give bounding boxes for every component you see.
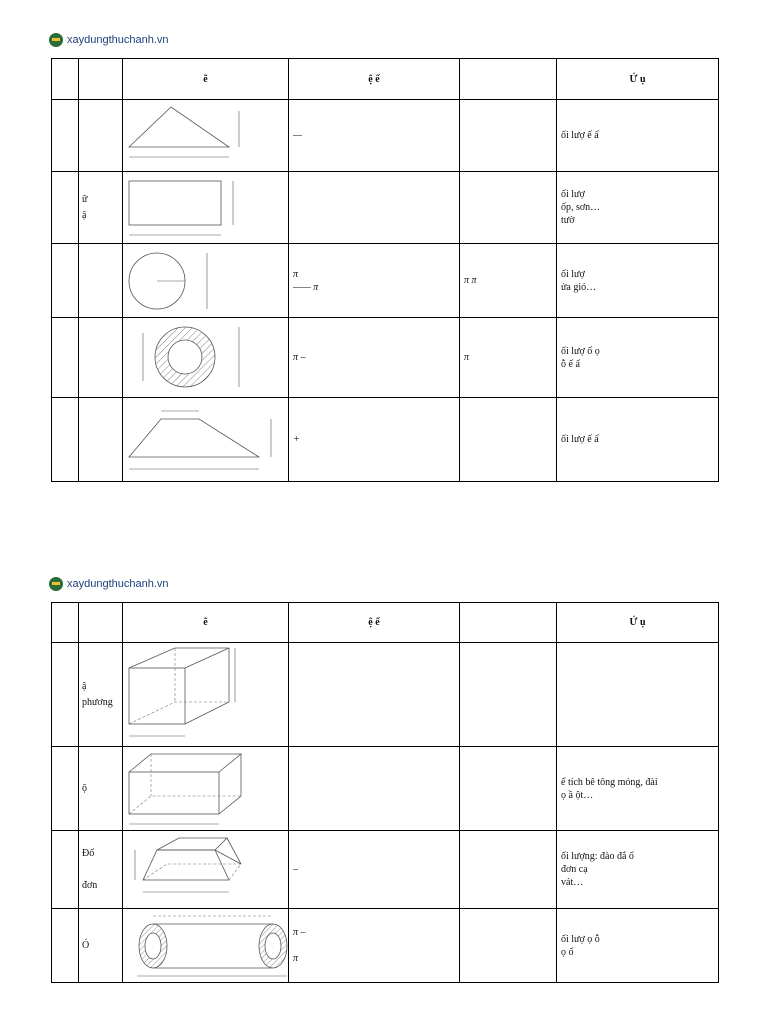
drawing-cell — [123, 244, 289, 318]
table-header — [52, 603, 719, 643]
logo-text: xaydungthuchanh.vn — [67, 578, 169, 590]
application-cell: ối lượ ọ ỗ ọ ố — [557, 909, 719, 983]
site-logo[interactable] — [49, 577, 169, 591]
formula-cell — [289, 643, 460, 747]
shape-name: Ó — [79, 909, 123, 983]
circle-drawing — [123, 245, 289, 317]
header-cell: ệ ể — [289, 59, 460, 100]
table-header — [52, 59, 719, 100]
cube-drawing — [123, 644, 289, 746]
formula-cell — [460, 398, 557, 482]
frustum-drawing — [123, 832, 289, 908]
formula-cell: π – — [289, 318, 460, 398]
shape-name — [79, 100, 123, 172]
ring-drawing — [123, 319, 289, 397]
header-cell — [52, 603, 79, 643]
rectangle-drawing — [123, 173, 289, 243]
drawing-cell — [123, 747, 289, 831]
header-cell: ẽ — [123, 603, 289, 643]
drawing-cell — [123, 909, 289, 983]
application-cell: ể tích bê tông móng, đài ọ ầ ột… — [557, 747, 719, 831]
globe-icon — [49, 33, 63, 47]
table-row — [52, 643, 719, 747]
formula-cell: π —— π — [289, 244, 460, 318]
formula-cell — [460, 172, 557, 244]
shape-name: ộ — [79, 747, 123, 831]
table-row — [52, 100, 719, 172]
logo-text: xaydungthuchanh.vn — [67, 34, 169, 46]
drawing-cell — [123, 172, 289, 244]
drawing-cell — [123, 831, 289, 909]
shape-name: Đố đơn — [79, 831, 123, 909]
formula-cell — [460, 747, 557, 831]
table-row — [52, 244, 719, 318]
site-logo[interactable] — [49, 33, 169, 47]
pipe-drawing — [123, 910, 289, 982]
formula-cell: – — [289, 831, 460, 909]
formula-cell — [460, 100, 557, 172]
formula-cell: — — [289, 100, 460, 172]
table-row — [52, 172, 719, 244]
header-cell — [460, 603, 557, 643]
shape-name — [79, 318, 123, 398]
table-row — [52, 398, 719, 482]
formula-cell — [460, 643, 557, 747]
drawing-cell — [123, 100, 289, 172]
application-cell: ối lượ ửa gió… — [557, 244, 719, 318]
shape-name: ậ phương — [79, 643, 123, 747]
header-cell — [79, 59, 123, 100]
formula-cell: π π — [460, 244, 557, 318]
shape-name: ữ ậ — [79, 172, 123, 244]
table-row — [52, 909, 719, 983]
formula-cell: π – π — [289, 909, 460, 983]
formula-cell: π — [460, 318, 557, 398]
application-cell: ối lượ ốp, sơn… tườ — [557, 172, 719, 244]
application-cell: ối lượng: đào đắ ố đơn cạ vát… — [557, 831, 719, 909]
formula-cell — [460, 909, 557, 983]
drawing-cell — [123, 643, 289, 747]
header-cell — [79, 603, 123, 643]
formula-cell — [460, 831, 557, 909]
table-row — [52, 318, 719, 398]
header-cell: Ứ ụ — [557, 59, 719, 100]
trapezoid-drawing — [123, 399, 289, 481]
formula-cell — [289, 172, 460, 244]
globe-icon — [49, 577, 63, 591]
header-cell: Ứ ụ — [557, 603, 719, 643]
application-cell: ối lượ ế ấ — [557, 398, 719, 482]
application-cell: ối lượ ố ọ ỗ ế ấ — [557, 318, 719, 398]
header-cell — [460, 59, 557, 100]
drawing-cell — [123, 318, 289, 398]
header-cell: ệ ể — [289, 603, 460, 643]
shapes-table-1 — [51, 58, 719, 482]
application-cell: ối lượ ế ấ — [557, 100, 719, 172]
shapes-table-2 — [51, 602, 719, 983]
table-row — [52, 747, 719, 831]
cuboid-drawing — [123, 748, 289, 830]
shape-name — [79, 244, 123, 318]
formula-cell: + — [289, 398, 460, 482]
shape-name — [79, 398, 123, 482]
header-cell: ẽ — [123, 59, 289, 100]
drawing-cell — [123, 398, 289, 482]
application-cell — [557, 643, 719, 747]
triangle-drawing — [123, 101, 289, 171]
header-cell — [52, 59, 79, 100]
table-row — [52, 831, 719, 909]
formula-cell — [289, 747, 460, 831]
